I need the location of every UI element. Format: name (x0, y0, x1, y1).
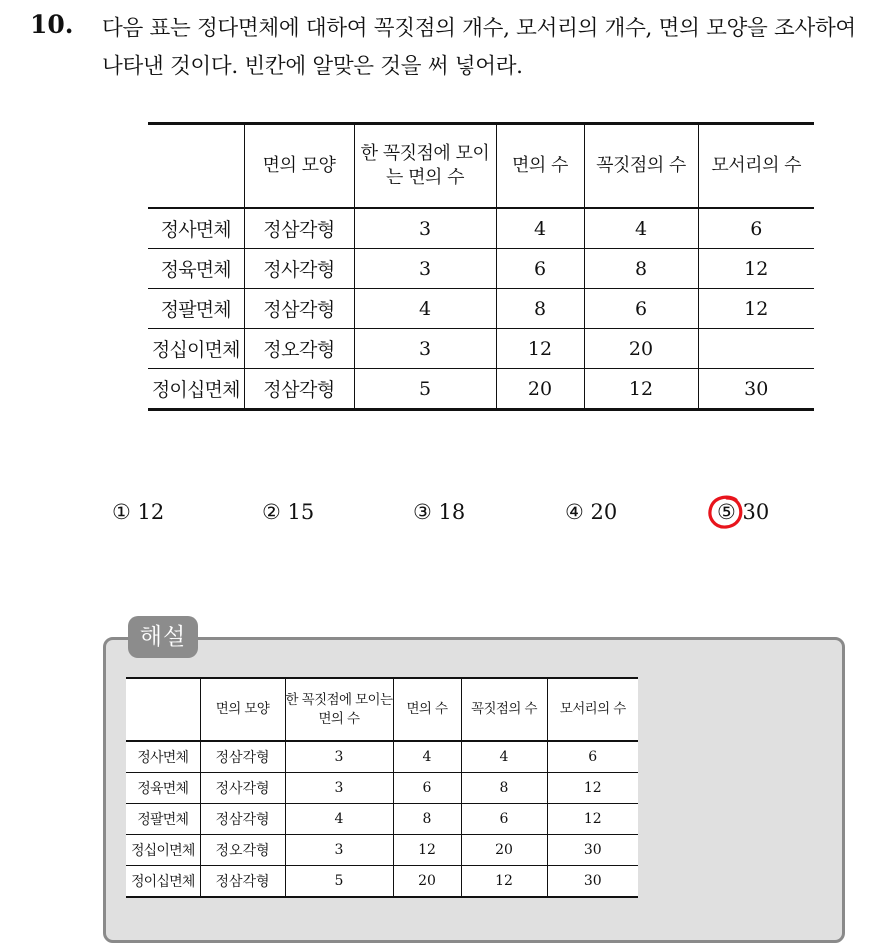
cell-edge-count: 30 (698, 369, 814, 410)
row-name: 정사면체 (148, 208, 244, 249)
cell-face-count: 20 (393, 866, 461, 898)
header-face-shape: 면의 모양 (244, 124, 354, 209)
table-header-row (126, 678, 638, 741)
row-name: 정팔면체 (148, 289, 244, 329)
cell-edge-count: 12 (698, 289, 814, 329)
cell-faces-per-vertex: 3 (354, 208, 496, 249)
table-row (148, 329, 814, 369)
header-face-count: 면의 수 (496, 124, 584, 209)
cell-vertex-count: 4 (584, 208, 698, 249)
header-vertex-count: 꼭짓점의 수 (584, 124, 698, 209)
cell-vertex-count: 8 (461, 773, 547, 804)
header-face-shape: 면의 모양 (200, 678, 285, 741)
row-name: 정이십면체 (148, 369, 244, 410)
question-text: 다음 표는 정다면체에 대하여 꼭짓점의 개수, 모서리의 개수, 면의 모양을 조사하여 나타낸 것이다. 빈칸에 알맞은 것을 써 넣어라. (102, 16, 856, 79)
cell-faces-per-vertex: 5 (354, 369, 496, 410)
cell-faces-per-vertex: 5 (285, 866, 393, 898)
cell-face-shape: 정사각형 (200, 773, 285, 804)
cell-vertex-count: 6 (461, 804, 547, 835)
table-row (126, 741, 638, 773)
cell-vertex-count: 6 (584, 289, 698, 329)
row-name: 정육면체 (148, 249, 244, 289)
cell-face-shape: 정삼각형 (200, 866, 285, 898)
table-row (126, 804, 638, 835)
polyhedra-table (148, 122, 814, 411)
cell-edge-count: 6 (547, 741, 638, 773)
row-name: 정십이면체 (148, 329, 244, 369)
cell-face-shape: 정삼각형 (200, 741, 285, 773)
header-vertex-count: 꼭짓점의 수 (461, 678, 547, 741)
choice-mark: ④ (565, 500, 584, 524)
choice-mark: ⑤ (717, 500, 736, 524)
cell-faces-per-vertex: 4 (354, 289, 496, 329)
cell-face-shape: 정삼각형 (244, 208, 354, 249)
table-header-row (148, 124, 814, 209)
table-row (148, 289, 814, 329)
cell-edge-count: 6 (698, 208, 814, 249)
cell-faces-per-vertex: 4 (285, 804, 393, 835)
choice-mark: ① (112, 500, 131, 524)
cell-face-count: 6 (496, 249, 584, 289)
cell-face-count: 4 (496, 208, 584, 249)
cell-face-shape: 정오각형 (244, 329, 354, 369)
choice-1[interactable] (112, 500, 164, 524)
choice-value: 30 (742, 500, 770, 524)
cell-edge-count: 30 (547, 866, 638, 898)
cell-face-count: 20 (496, 369, 584, 410)
cell-vertex-count: 20 (584, 329, 698, 369)
cell-edge-count: 30 (547, 835, 638, 866)
header-faces-per-vertex: 한 꼭짓점에 모이는 면의 수 (354, 124, 496, 209)
table-row (148, 208, 814, 249)
choice-value: 20 (590, 500, 618, 524)
solution-table (126, 677, 638, 898)
cell-face-count: 8 (393, 804, 461, 835)
question-number: 10. (30, 10, 74, 39)
cell-face-shape: 정삼각형 (244, 289, 354, 329)
cell-face-shape: 정오각형 (200, 835, 285, 866)
solution-label: 해설 (128, 616, 198, 658)
choice-3[interactable] (413, 500, 465, 524)
cell-vertex-count: 12 (461, 866, 547, 898)
cell-vertex-count: 20 (461, 835, 547, 866)
table-row (126, 835, 638, 866)
row-name: 정십이면체 (126, 835, 200, 866)
choice-value: 15 (287, 500, 315, 524)
cell-face-count: 6 (393, 773, 461, 804)
choice-mark: ③ (413, 500, 432, 524)
row-name: 정육면체 (126, 773, 200, 804)
cell-edge-count: 12 (698, 249, 814, 289)
cell-vertex-count: 12 (584, 369, 698, 410)
header-corner (126, 678, 200, 741)
cell-faces-per-vertex: 3 (285, 835, 393, 866)
choice-value: 12 (137, 500, 165, 524)
cell-faces-per-vertex: 3 (285, 741, 393, 773)
table-row (126, 773, 638, 804)
cell-vertex-count: 8 (584, 249, 698, 289)
cell-faces-per-vertex: 3 (354, 329, 496, 369)
answer-circle-icon (706, 492, 746, 532)
cell-face-shape: 정사각형 (244, 249, 354, 289)
cell-edge-count: 12 (547, 804, 638, 835)
header-face-count: 면의 수 (393, 678, 461, 741)
table-row (148, 249, 814, 289)
cell-vertex-count: 4 (461, 741, 547, 773)
cell-face-count: 12 (393, 835, 461, 866)
cell-face-shape: 정삼각형 (244, 369, 354, 410)
table-row (126, 866, 638, 898)
row-name: 정이십면체 (126, 866, 200, 898)
row-name: 정사면체 (126, 741, 200, 773)
cell-edge-count-blank (698, 329, 814, 369)
table-row (148, 369, 814, 410)
choice-mark: ② (262, 500, 281, 524)
cell-faces-per-vertex: 3 (285, 773, 393, 804)
cell-face-count: 12 (496, 329, 584, 369)
choice-2[interactable] (262, 500, 314, 524)
cell-faces-per-vertex: 3 (354, 249, 496, 289)
choice-4[interactable] (565, 500, 617, 524)
cell-edge-count: 12 (547, 773, 638, 804)
cell-face-count: 4 (393, 741, 461, 773)
header-edge-count: 모서리의 수 (547, 678, 638, 741)
header-faces-per-vertex: 한 꼭짓점에 모이는 면의 수 (285, 678, 393, 741)
cell-face-shape: 정삼각형 (200, 804, 285, 835)
header-corner (148, 124, 244, 209)
cell-face-count: 8 (496, 289, 584, 329)
answer-choices (0, 500, 884, 534)
choice-value: 18 (438, 500, 466, 524)
header-edge-count: 모서리의 수 (698, 124, 814, 209)
row-name: 정팔면체 (126, 804, 200, 835)
